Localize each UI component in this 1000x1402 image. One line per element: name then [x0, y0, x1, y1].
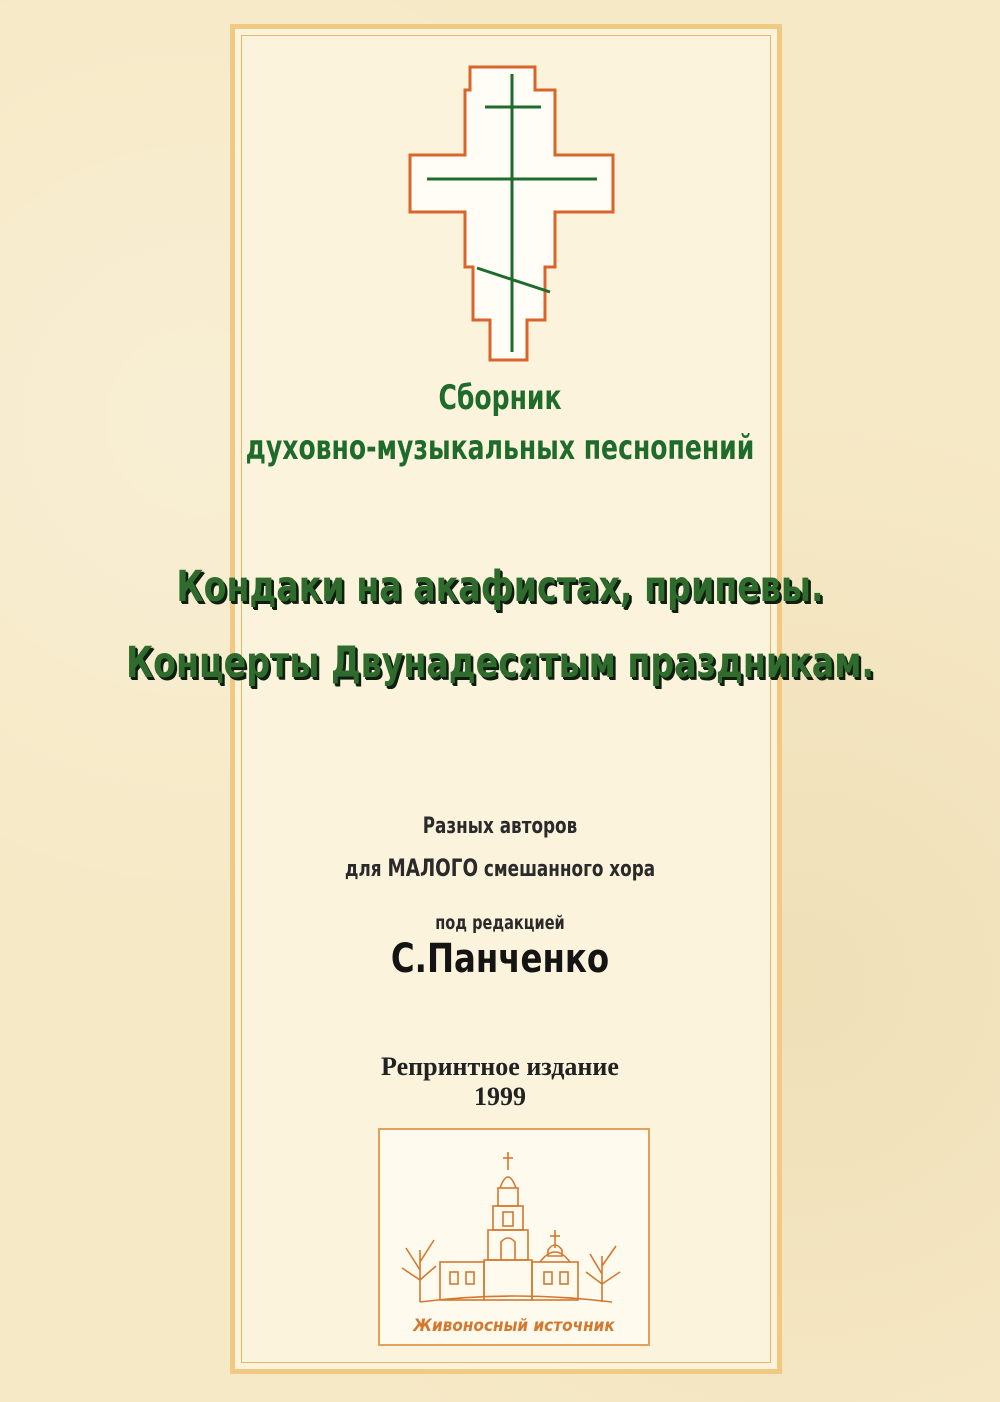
orthodox-cross-icon — [405, 62, 619, 366]
editor-name: С.Панченко — [390, 936, 610, 982]
choir-prefix: для — [344, 857, 382, 882]
editor-prefix: под редакцией — [435, 912, 565, 934]
collection-subtitle: духовно-музыкальных песнопений — [245, 428, 755, 468]
choir-emphasis: МАЛОГО — [387, 854, 479, 882]
authors-line: Разных авторов — [422, 814, 578, 839]
collection-title: Сборник — [438, 378, 562, 418]
year-line: 1999 — [474, 1082, 526, 1111]
choir-suffix: смешанного хора — [483, 857, 656, 882]
publisher-logo — [378, 1128, 650, 1346]
choir-line — [75, 854, 925, 882]
main-title-line-2: Концерты Двунадесятым праздникам. — [125, 638, 875, 688]
publisher-name: Живоносный источник — [413, 1316, 615, 1336]
edition-line: Репринтное издание — [381, 1052, 619, 1081]
main-title-line-1: Кондаки на акафистах, припевы. — [176, 562, 824, 612]
church-icon — [380, 1130, 648, 1344]
